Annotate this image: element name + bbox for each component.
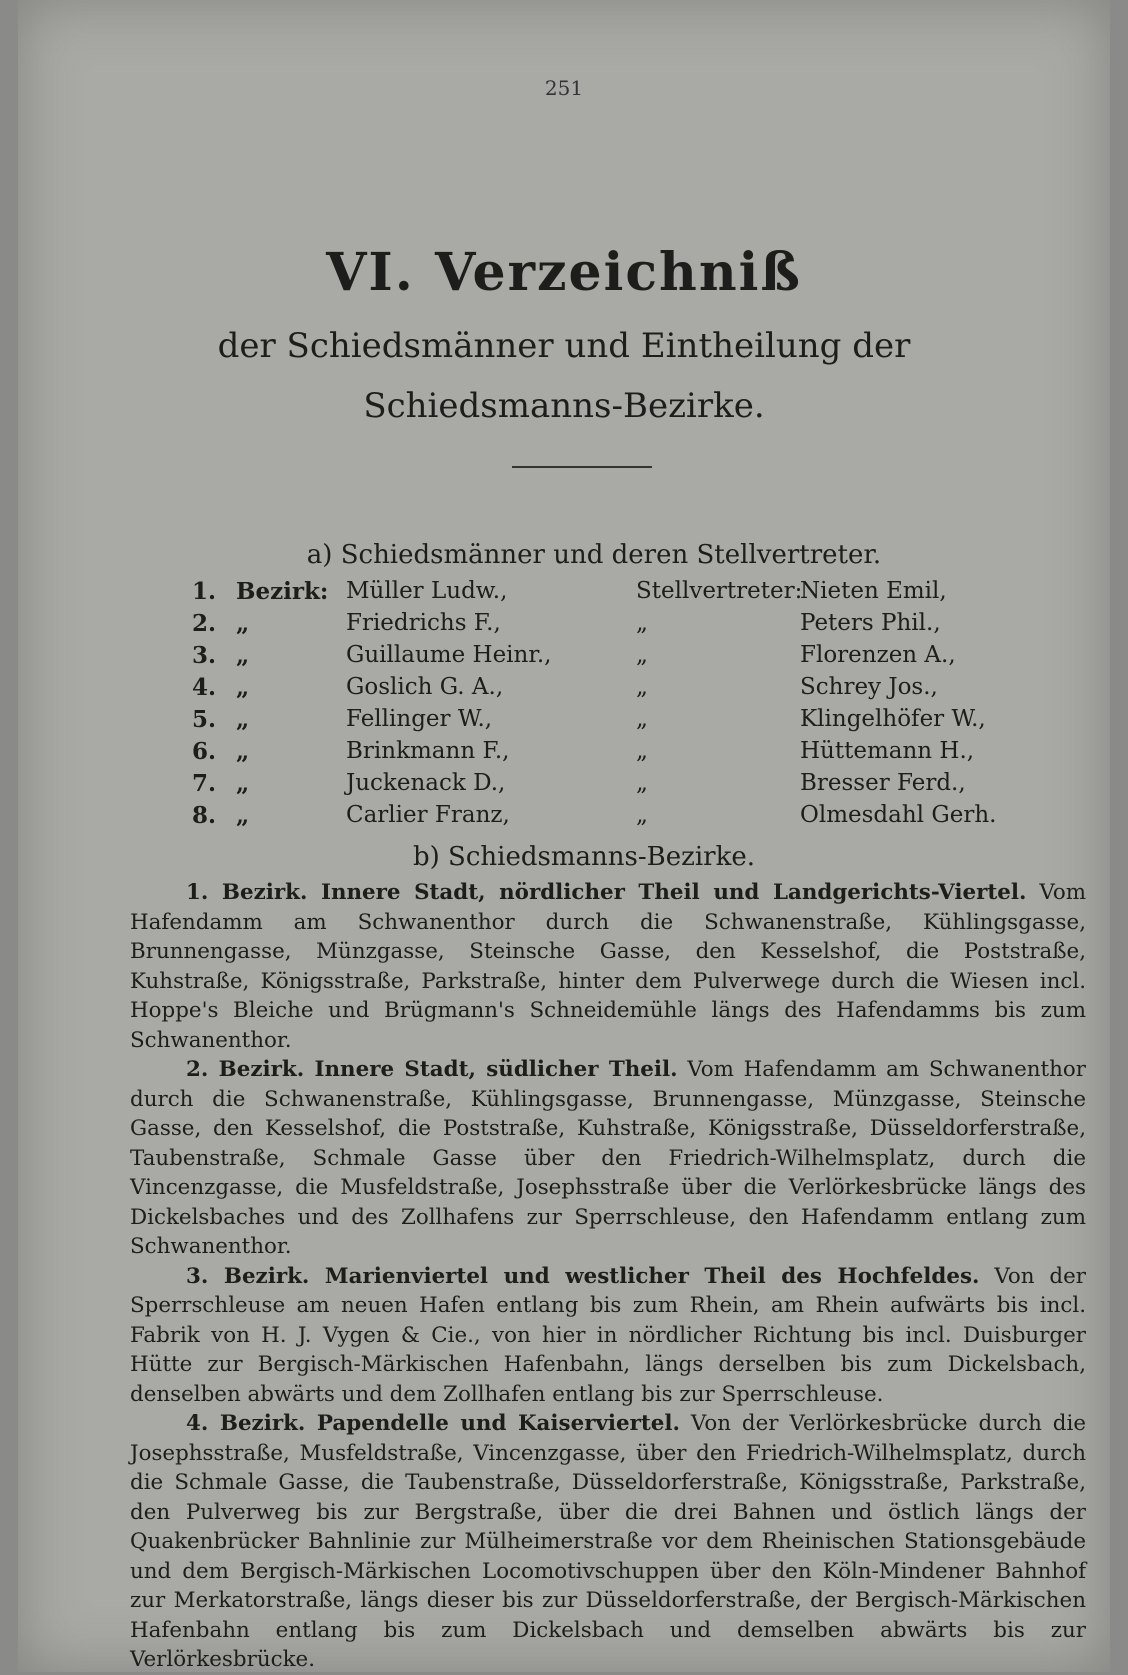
arbitrator-name: Friedrichs F., [346,610,501,636]
roster-row [168,738,1028,770]
district-label: „ [236,770,250,797]
district-text: Von der Sperrschleuse am neuen Hafen entlang bis zum Rhein, am Rhein aufwärts bis incl. Fabrik von H. J. Vygen & Cie., von hier in nördlicher Richtung bis incl. Duisburger Hütte zur Bergisch-Märkischen Hafenbahn, längs derselben bis zum Dickelsbach, denselben abwärts und dem Zollhafen entlang bis zur Sperrschleuse. [130,1263,1086,1407]
substitute-name: Nieten Emil, [800,578,947,604]
divider [512,466,652,468]
district-heading: 2. Bezirk. Innere Stadt, südlicher Theil. [186,1057,678,1082]
substitute-label: „ [636,706,648,732]
arbitrator-name: Carlier Franz, [346,802,510,828]
roster-row [168,674,1028,706]
district-number: 6. [192,738,217,765]
district-label: „ [236,738,250,765]
substitute-name: Schrey Jos., [800,674,938,700]
district-number: 8. [192,802,217,829]
district-text: Von der Verlörkesbrücke durch die Josephsstraße, Musfeldstraße, Vincenzgasse, über den Friedrich-Wilhelmsplatz, durch die Schmale Gasse, die Taubenstraße, Düsseldorferstraße, Königsstraße, Parkstraße, den Pulverweg bis zur Bergstraße, über die drei Bahnen und östlich längs der Quakenbrücker Bahnlinie zur Mülheimerstraße vor dem Rheinischen Stationsgebäude und dem Bergisch-Märkischen Locomotivschuppen über den Köln-Mindener Bahnhof zur Merkatorstraße, längs dieser bis zur Düsseldorferstraße, der Bergisch-Märkischen Hafenbahn entlang bis zum Dickelsbach und demselben abwärts bis zur Verlörkesbrücke. [130,1411,1086,1672]
subtitle-line-1: der Schiedsmänner und Eintheilung der [217,326,911,366]
district-paragraph [130,1409,1086,1675]
district-heading: 4. Bezirk. Papendelle und Kaiserviertel. [186,1411,680,1436]
district-paragraph [130,878,1086,1055]
roster-list [168,578,1028,834]
roster-row [168,578,1028,610]
substitute-name: Klingelhöfer W., [800,706,986,732]
district-descriptions [130,878,1086,1675]
substitute-name: Hüttemann H., [800,738,975,764]
page-title: VI. Verzeichniß [326,242,802,303]
roster-row [168,770,1028,802]
substitute-label: „ [636,610,648,636]
district-label: Bezirk: [236,578,329,605]
roster-row [168,610,1028,642]
district-paragraph [130,1055,1086,1262]
substitute-label: „ [636,738,648,764]
district-number: 5. [192,706,217,733]
roster-row [168,642,1028,674]
book-page [18,0,1110,1672]
section-heading-a: a) Schiedsmänner und deren Stellvertreter. [306,540,882,570]
arbitrator-name: Juckenack D., [346,770,506,796]
roster-row [168,802,1028,834]
district-heading: 3. Bezirk. Marienviertel und westlicher Theil des Hochfeldes. [186,1263,980,1289]
district-text: Vom Hafendamm am Schwanenthor durch die Schwanenstraße, Kühlingsgasse, Brunnengasse, Münzgasse, Steinsche Gasse, den Kesselshof, die Poststraße, Kuhstraße, Königsstraße, Parkstraße, hinter dem Pulverwege durch die Wiesen incl. Hoppe's Bleiche und Brügmann's Schneidemühle längs des Hafendamms bis zum Schwanenthor. [130,880,1086,1053]
district-text: Vom Hafendamm am Schwanenthor durch die Schwanenstraße, Kühlingsgasse, Brunnengasse, Münzgasse, Steinsche Gasse, den Kesselshof, die Poststraße, Kuhstraße, Königsstraße, Düsseldorferstraße, Taubenstraße, Schmale Gasse über den Friedrich-Wilhelmsplatz, durch die Vincenzgasse, die Musfeldstraße, Josephsstraße über die Verlörkesbrücke längs des Dickelsbaches und des Zollhafens zur Sperrschleuse, den Hafendamm entlang zum Schwanenthor. [130,1057,1086,1259]
roster-row [168,706,1028,738]
district-label: „ [236,642,250,669]
district-number: 7. [192,770,217,797]
arbitrator-name: Brinkmann F., [346,738,510,764]
page-number: 251 [544,76,584,100]
substitute-name: Bresser Ferd., [800,770,966,796]
district-number: 4. [192,674,217,701]
arbitrator-name: Guillaume Heinr., [346,642,552,668]
district-number: 3. [192,642,217,669]
substitute-label: „ [636,642,648,668]
district-label: „ [236,610,250,637]
district-heading: 1. Bezirk. Innere Stadt, nördlicher Theil und Landgerichts-Viertel. [186,880,1027,905]
arbitrator-name: Goslich G. A., [346,674,504,700]
substitute-label: „ [636,770,648,796]
substitute-label: „ [636,802,648,828]
arbitrator-name: Fellinger W., [346,706,493,732]
district-number: 2. [192,610,217,637]
substitute-label: „ [636,674,648,700]
section-heading-b: b) Schiedsmanns-Bezirke. [413,842,755,872]
district-paragraph [130,1262,1086,1410]
substitute-name: Peters Phil., [800,610,941,636]
arbitrator-name: Müller Ludw., [346,578,508,604]
district-label: „ [236,706,250,733]
subtitle-line-2: Schiedsmanns-Bezirke. [363,386,765,426]
district-number: 1. [192,578,217,605]
substitute-name: Florenzen A., [800,642,956,668]
substitute-name: Olmesdahl Gerh. [800,802,997,828]
substitute-label: Stellvertreter: [636,578,803,604]
district-label: „ [236,802,250,829]
district-label: „ [236,674,250,701]
